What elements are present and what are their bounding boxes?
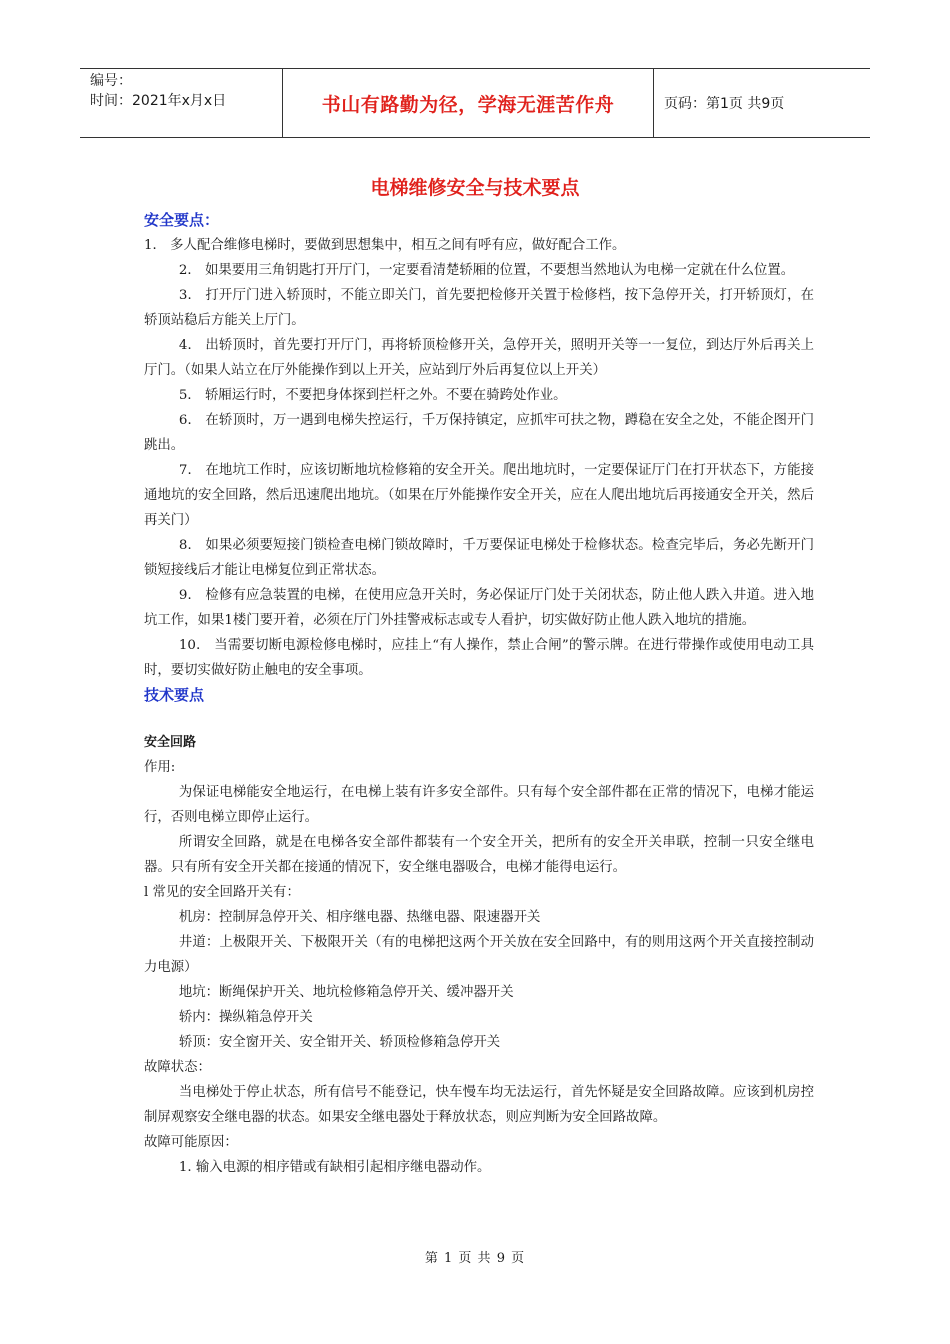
safety-circuit-subheading: 安全回路 [144, 735, 197, 750]
header-motto: 书山有路勤为径，学海无涯苦作舟 [282, 69, 654, 137]
safety-item: 10． 当需要切断电源检修电梯时，应挂上“有人操作，禁止合闸”的警示牌。在进行带操作或使用电动工具时，要切实做好防止触电的安全事项。 [144, 638, 814, 678]
function-paragraph: 所谓安全回路，就是在电梯各安全部件都装有一个安全开关，把所有的安全开关串联，控制一只安全继电器。只有所有安全开关都在接通的情况下，安全继电器吸合，电梯才能得电运行。 [144, 835, 814, 875]
common-switches-label: l 常见的安全回路开关有： [144, 885, 300, 900]
fault-paragraph: 当电梯处于停止状态，所有信号不能登记，快车慢车均无法运行，首先怀疑是安全回路故障。应该到机房控制屏观察安全继电器的状态。如果安全继电器处于释放状态，则应判断为安全回路故障。 [144, 1085, 814, 1125]
document-title: 电梯维修安全与技术要点 [370, 177, 580, 199]
header-meta [80, 69, 282, 137]
cause-item: 1. 输入电源的相序错或有缺相引起相序继电器动作。 [178, 1160, 491, 1175]
safety-item: 2． 如果要用三角钥匙打开厅门，一定要看清楚轿厢的位置，不要想当然地认为电梯一定就在什么位置。 [178, 263, 795, 278]
safety-item: 9． 检修有应急装置的电梯，在使用应急开关时，务必保证厅门处于关闭状态，防止他人跌入井道。进入地坑工作，如果1楼门要开着，必须在厅门外挂警戒标志或专人看护，切实做好防止他人跌入地坑的措施。 [144, 588, 814, 628]
document-body [144, 208, 814, 1180]
document-date: 时间：2021年x月x日 [90, 93, 227, 109]
switch-line: 轿顶：安全窗开关、安全钳开关、轿顶检修箱急停开关 [178, 1035, 501, 1050]
safety-item: 1． 多人配合维修电梯时，要做到思想集中，相互之间有呼有应，做好配合工作。 [144, 238, 626, 253]
cause-label: 故障可能原因： [144, 1135, 238, 1150]
function-label: 作用: [144, 760, 176, 775]
tech-heading: 技术要点 [144, 686, 205, 704]
safety-item: 3． 打开厅门进入轿顶时，不能立即关门，首先要把检修开关置于检修档，按下急停开关，打开轿顶灯，在轿顶站稳后方能关上厅门。 [144, 288, 814, 328]
safety-heading: 安全要点： [144, 211, 220, 229]
page-footer: 第 1 页 共 9 页 [424, 1251, 526, 1266]
safety-item: 6． 在轿顶时，万一遇到电梯失控运行，千万保持镇定，应抓牢可扶之物，蹲稳在安全之处，不能企图开门跳出。 [144, 413, 814, 453]
header-page-number: 页码：第1页 共9页 [664, 96, 785, 112]
switch-line: 井道：上极限开关、下极限开关（有的电梯把这两个开关放在安全回路中，有的则用这两个开关直接控制动力电源） [144, 935, 814, 975]
document-number-label: 编号： [90, 73, 132, 89]
safety-item: 4． 出轿顶时，首先要打开厅门，再将轿顶检修开关，急停开关，照明开关等一一复位，到达厅外后再关上厅门。（如果人站立在厅外能操作到以上开关，应站到厅外后再复位以上开关） [144, 338, 814, 378]
safety-item: 8． 如果必须要短接门锁检查电梯门锁故障时，千万要保证电梯处于检修状态。检查完毕后，务必先断开门锁短接线后才能让电梯复位到正常状态。 [144, 538, 814, 578]
switch-line: 机房：控制屏急停开关、相序继电器、热继电器、限速器开关 [178, 910, 541, 925]
header-table [80, 68, 870, 138]
safety-item: 5． 轿厢运行时，不要把身体探到拦杆之外。不要在骑跨处作业。 [178, 388, 567, 403]
switch-line: 轿内：操纵箱急停开关 [178, 1010, 313, 1025]
switch-line: 地坑：断绳保护开关、地坑检修箱急停开关、缓冲器开关 [178, 985, 514, 1000]
function-paragraph: 为保证电梯能安全地运行，在电梯上装有许多安全部件。只有每个安全部件都在正常的情况下，电梯才能运行，否则电梯立即停止运行。 [144, 785, 814, 825]
safety-item: 7． 在地坑工作时，应该切断地坑检修箱的安全开关。爬出地坑时，一定要保证厅门在打开状态下，方能接通地坑的安全回路，然后迅速爬出地坑。（如果在厅外能操作安全开关，应在人爬出地坑后再接通安全开关，然后再关门） [144, 463, 814, 528]
fault-label: 故障状态： [144, 1060, 211, 1075]
